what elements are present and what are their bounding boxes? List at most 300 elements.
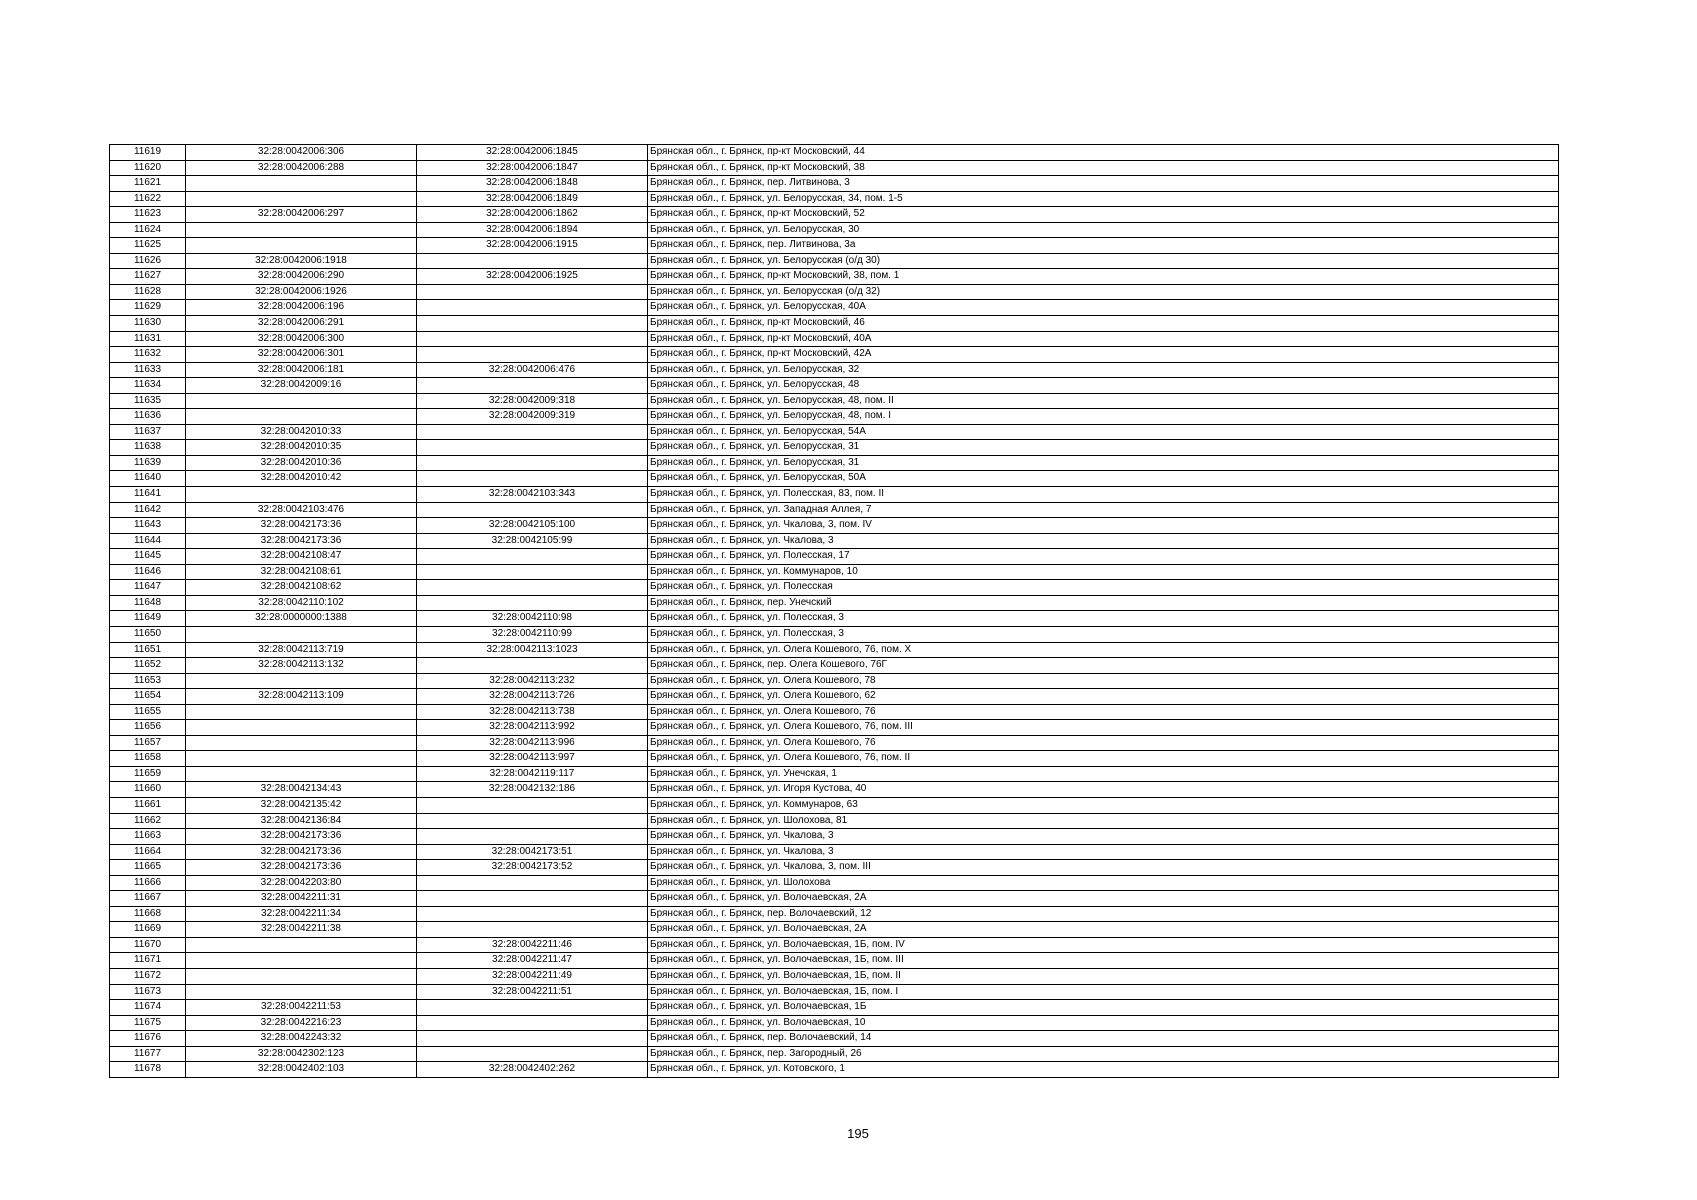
row-number-cell: 11648 [110,595,186,611]
cadastral-number-2-cell [417,1000,648,1016]
cadastral-number-2-cell [417,440,648,456]
table-row [110,362,1559,378]
cadastral-number-1-cell: 32:28:0042103:476 [186,502,417,518]
cadastral-number-2-cell: 32:28:0042110:98 [417,611,648,627]
table-row [110,440,1559,456]
row-number-cell: 11628 [110,284,186,300]
cadastral-number-1-cell: 32:28:0042006:288 [186,160,417,176]
cadastral-number-1-cell: 32:28:0042108:61 [186,564,417,580]
address-cell: Брянская обл., г. Брянск, ул. Западная Аллея, 7 [648,502,1559,518]
cadastral-number-1-cell [186,238,417,254]
cadastral-number-2-cell: 32:28:0042006:1915 [417,238,648,254]
table-row [110,891,1559,907]
address-cell: Брянская обл., г. Брянск, пр-кт Московский, 38, пом. 1 [648,269,1559,285]
row-number-cell: 11660 [110,782,186,798]
cadastral-number-2-cell: 32:28:0042211:46 [417,937,648,953]
registry-table [109,144,1559,1078]
cadastral-number-2-cell [417,1046,648,1062]
cadastral-number-1-cell: 32:28:0042006:306 [186,145,417,161]
table-row [110,673,1559,689]
table-row [110,424,1559,440]
table-row [110,595,1559,611]
table-row [110,487,1559,503]
cadastral-number-2-cell: 32:28:0042113:738 [417,704,648,720]
row-number-cell: 11670 [110,937,186,953]
table-row [110,689,1559,705]
cadastral-number-1-cell: 32:28:0042006:1926 [186,284,417,300]
cadastral-number-1-cell: 32:28:0042173:36 [186,860,417,876]
address-cell: Брянская обл., г. Брянск, ул. Полесская, 3 [648,626,1559,642]
address-cell: Брянская обл., г. Брянск, ул. Чкалова, 3 [648,533,1559,549]
address-cell: Брянская обл., г. Брянск, пр-кт Московский, 40А [648,331,1559,347]
cadastral-number-1-cell: 32:28:0042009:16 [186,378,417,394]
row-number-cell: 11666 [110,875,186,891]
cadastral-number-1-cell: 32:28:0042136:84 [186,813,417,829]
table-row [110,611,1559,627]
cadastral-number-2-cell: 32:28:0042132:186 [417,782,648,798]
address-cell: Брянская обл., г. Брянск, ул. Волочаевская, 2А [648,922,1559,938]
table-row [110,253,1559,269]
table-row [110,378,1559,394]
table-row [110,984,1559,1000]
cadastral-number-1-cell: 32:28:0042010:42 [186,471,417,487]
row-number-cell: 11656 [110,720,186,736]
cadastral-number-2-cell: 32:28:0042113:997 [417,751,648,767]
cadastral-number-1-cell: 32:28:0042006:290 [186,269,417,285]
table-row [110,518,1559,534]
address-cell: Брянская обл., г. Брянск, ул. Волочаевская, 2А [648,891,1559,907]
address-cell: Брянская обл., г. Брянск, ул. Белорусская (о/д 32) [648,284,1559,300]
row-number-cell: 11631 [110,331,186,347]
cadastral-number-2-cell: 32:28:0042173:51 [417,844,648,860]
cadastral-number-2-cell [417,284,648,300]
address-cell: Брянская обл., г. Брянск, ул. Шолохова, 81 [648,813,1559,829]
cadastral-number-2-cell: 32:28:0042110:99 [417,626,648,642]
cadastral-number-2-cell [417,829,648,845]
row-number-cell: 11649 [110,611,186,627]
cadastral-number-2-cell: 32:28:0042006:1894 [417,222,648,238]
table-row [110,766,1559,782]
address-cell: Брянская обл., г. Брянск, пер. Литвинова, 3 [648,176,1559,192]
table-row [110,1046,1559,1062]
cadastral-number-2-cell [417,595,648,611]
row-number-cell: 11678 [110,1062,186,1078]
cadastral-number-2-cell: 32:28:0042113:232 [417,673,648,689]
address-cell: Брянская обл., г. Брянск, ул. Чкалова, 3, пом. IV [648,518,1559,534]
address-cell: Брянская обл., г. Брянск, ул. Олега Кошевого, 62 [648,689,1559,705]
table-row [110,393,1559,409]
row-number-cell: 11661 [110,797,186,813]
row-number-cell: 11673 [110,984,186,1000]
page-number: 195 [847,1126,869,1141]
table-row [110,300,1559,316]
cadastral-number-2-cell [417,658,648,674]
address-cell: Брянская обл., г. Брянск, ул. Белорусская, 32 [648,362,1559,378]
address-cell: Брянская обл., г. Брянск, ул. Полесская, 83, пом. II [648,487,1559,503]
row-number-cell: 11653 [110,673,186,689]
address-cell: Брянская обл., г. Брянск, ул. Белорусская, 30 [648,222,1559,238]
row-number-cell: 11645 [110,549,186,565]
table-row [110,409,1559,425]
cadastral-number-1-cell: 32:28:0042173:36 [186,829,417,845]
address-cell: Брянская обл., г. Брянск, ул. Полесская, 17 [648,549,1559,565]
cadastral-number-1-cell: 32:28:0042010:35 [186,440,417,456]
table-row [110,331,1559,347]
cadastral-number-1-cell [186,487,417,503]
row-number-cell: 11674 [110,1000,186,1016]
address-cell: Брянская обл., г. Брянск, пер. Загородный, 26 [648,1046,1559,1062]
address-cell: Брянская обл., г. Брянск, ул. Олега Кошевого, 78 [648,673,1559,689]
cadastral-number-2-cell [417,253,648,269]
cadastral-number-2-cell: 32:28:0042006:1849 [417,191,648,207]
row-number-cell: 11668 [110,906,186,922]
cadastral-number-1-cell: 32:28:0042211:34 [186,906,417,922]
row-number-cell: 11671 [110,953,186,969]
cadastral-number-1-cell [186,984,417,1000]
row-number-cell: 11669 [110,922,186,938]
cadastral-number-2-cell: 32:28:0042105:99 [417,533,648,549]
address-cell: Брянская обл., г. Брянск, ул. Олега Кошевого, 76, пом. III [648,720,1559,736]
table-row [110,145,1559,161]
row-number-cell: 11665 [110,860,186,876]
address-cell: Брянская обл., г. Брянск, ул. Коммунаров, 63 [648,797,1559,813]
cadastral-number-1-cell: 32:28:0042173:36 [186,533,417,549]
cadastral-number-1-cell: 32:28:0042211:38 [186,922,417,938]
cadastral-number-2-cell: 32:28:0042006:1845 [417,145,648,161]
address-cell: Брянская обл., г. Брянск, ул. Белорусская, 40А [648,300,1559,316]
address-cell: Брянская обл., г. Брянск, ул. Белорусская, 48, пом. I [648,409,1559,425]
cadastral-number-1-cell: 32:28:0042113:109 [186,689,417,705]
cadastral-number-2-cell [417,331,648,347]
address-cell: Брянская обл., г. Брянск, ул. Коммунаров, 10 [648,564,1559,580]
cadastral-number-1-cell: 32:28:0042216:23 [186,1015,417,1031]
address-cell: Брянская обл., г. Брянск, ул. Волочаевская, 1Б [648,1000,1559,1016]
address-cell: Брянская обл., г. Брянск, пр-кт Московский, 44 [648,145,1559,161]
row-number-cell: 11650 [110,626,186,642]
cadastral-number-2-cell [417,316,648,332]
cadastral-number-1-cell: 32:28:0042006:1918 [186,253,417,269]
table-row [110,222,1559,238]
cadastral-number-1-cell [186,626,417,642]
cadastral-number-2-cell [417,378,648,394]
cadastral-number-2-cell [417,347,648,363]
cadastral-number-1-cell: 32:28:0042006:300 [186,331,417,347]
cadastral-number-1-cell: 32:28:0042010:36 [186,455,417,471]
table-row [110,829,1559,845]
table-row [110,580,1559,596]
table-row [110,906,1559,922]
address-cell: Брянская обл., г. Брянск, пр-кт Московский, 38 [648,160,1559,176]
row-number-cell: 11639 [110,455,186,471]
cadastral-number-1-cell [186,720,417,736]
cadastral-number-1-cell [186,968,417,984]
table-row [110,207,1559,223]
address-cell: Брянская обл., г. Брянск, ул. Олега Кошевого, 76, пом. II [648,751,1559,767]
table-row [110,176,1559,192]
cadastral-number-2-cell [417,1015,648,1031]
cadastral-number-2-cell: 32:28:0042119:117 [417,766,648,782]
table-row [110,922,1559,938]
address-cell: Брянская обл., г. Брянск, ул. Белорусская, 50А [648,471,1559,487]
cadastral-number-1-cell: 32:28:0042006:301 [186,347,417,363]
row-number-cell: 11655 [110,704,186,720]
table-row [110,347,1559,363]
address-cell: Брянская обл., г. Брянск, ул. Чкалова, 3, пом. III [648,860,1559,876]
row-number-cell: 11636 [110,409,186,425]
cadastral-number-1-cell: 32:28:0042211:53 [186,1000,417,1016]
row-number-cell: 11657 [110,735,186,751]
row-number-cell: 11637 [110,424,186,440]
table-row [110,284,1559,300]
cadastral-number-1-cell: 32:28:0042302:123 [186,1046,417,1062]
address-cell: Брянская обл., г. Брянск, ул. Белорусская, 31 [648,455,1559,471]
cadastral-number-2-cell: 32:28:0042006:1862 [417,207,648,223]
address-cell: Брянская обл., г. Брянск, ул. Котовского, 1 [648,1062,1559,1078]
cadastral-number-2-cell [417,455,648,471]
cadastral-number-1-cell: 32:28:0042110:102 [186,595,417,611]
row-number-cell: 11659 [110,766,186,782]
cadastral-number-1-cell: 32:28:0042402:103 [186,1062,417,1078]
cadastral-number-2-cell [417,922,648,938]
address-cell: Брянская обл., г. Брянск, пр-кт Московский, 52 [648,207,1559,223]
row-number-cell: 11651 [110,642,186,658]
table-row [110,549,1559,565]
cadastral-number-1-cell [186,191,417,207]
cadastral-number-2-cell: 32:28:0042211:49 [417,968,648,984]
cadastral-number-2-cell [417,580,648,596]
address-cell: Брянская обл., г. Брянск, ул. Волочаевская, 10 [648,1015,1559,1031]
cadastral-number-2-cell: 32:28:0042006:1848 [417,176,648,192]
table-row [110,813,1559,829]
table-row [110,735,1559,751]
row-number-cell: 11640 [110,471,186,487]
registry-body [110,145,1559,1078]
cadastral-number-1-cell: 32:28:0042203:80 [186,875,417,891]
cadastral-number-2-cell: 32:28:0042009:319 [417,409,648,425]
cadastral-number-1-cell [186,735,417,751]
table-row [110,751,1559,767]
table-row [110,937,1559,953]
row-number-cell: 11625 [110,238,186,254]
address-cell: Брянская обл., г. Брянск, пер. Унечский [648,595,1559,611]
row-number-cell: 11634 [110,378,186,394]
table-row [110,1015,1559,1031]
row-number-cell: 11642 [110,502,186,518]
cadastral-number-2-cell [417,875,648,891]
cadastral-number-1-cell: 32:28:0042006:297 [186,207,417,223]
row-number-cell: 11626 [110,253,186,269]
cadastral-number-1-cell: 32:28:0042211:31 [186,891,417,907]
cadastral-number-1-cell: 32:28:0042134:43 [186,782,417,798]
cadastral-number-1-cell [186,409,417,425]
row-number-cell: 11620 [110,160,186,176]
cadastral-number-1-cell [186,393,417,409]
row-number-cell: 11623 [110,207,186,223]
row-number-cell: 11644 [110,533,186,549]
address-cell: Брянская обл., г. Брянск, ул. Шолохова [648,875,1559,891]
table-row [110,316,1559,332]
address-cell: Брянская обл., г. Брянск, ул. Волочаевская, 1Б, пом. I [648,984,1559,1000]
address-cell: Брянская обл., г. Брянск, пер. Литвинова, 3а [648,238,1559,254]
row-number-cell: 11627 [110,269,186,285]
table-row [110,968,1559,984]
cadastral-number-1-cell: 32:28:0042173:36 [186,844,417,860]
cadastral-number-2-cell: 32:28:0042006:476 [417,362,648,378]
row-number-cell: 11664 [110,844,186,860]
cadastral-number-1-cell [186,704,417,720]
cadastral-number-1-cell: 32:28:0042173:36 [186,518,417,534]
cadastral-number-1-cell: 32:28:0042006:196 [186,300,417,316]
address-cell: Брянская обл., г. Брянск, ул. Белорусская, 31 [648,440,1559,456]
row-number-cell: 11654 [110,689,186,705]
cadastral-number-2-cell: 32:28:0042402:262 [417,1062,648,1078]
cadastral-number-2-cell: 32:28:0042113:1023 [417,642,648,658]
address-cell: Брянская обл., г. Брянск, пер. Волочаевский, 14 [648,1031,1559,1047]
cadastral-number-1-cell: 32:28:0042113:719 [186,642,417,658]
row-number-cell: 11676 [110,1031,186,1047]
cadastral-number-2-cell [417,813,648,829]
address-cell: Брянская обл., г. Брянск, ул. Белорусская, 48, пом. II [648,393,1559,409]
address-cell: Брянская обл., г. Брянск, пер. Волочаевский, 12 [648,906,1559,922]
cadastral-number-1-cell [186,176,417,192]
table-row [110,626,1559,642]
cadastral-number-1-cell: 32:28:0000000:1388 [186,611,417,627]
table-row [110,564,1559,580]
address-cell: Брянская обл., г. Брянск, ул. Полесская [648,580,1559,596]
row-number-cell: 11632 [110,347,186,363]
cadastral-number-2-cell: 32:28:0042211:47 [417,953,648,969]
cadastral-number-1-cell: 32:28:0042010:33 [186,424,417,440]
address-cell: Брянская обл., г. Брянск, ул. Чкалова, 3 [648,844,1559,860]
table-row [110,797,1559,813]
cadastral-number-2-cell: 32:28:0042113:726 [417,689,648,705]
cadastral-number-2-cell [417,300,648,316]
cadastral-number-1-cell: 32:28:0042135:42 [186,797,417,813]
row-number-cell: 11638 [110,440,186,456]
table-row [110,502,1559,518]
cadastral-number-2-cell: 32:28:0042006:1925 [417,269,648,285]
table-row [110,658,1559,674]
address-cell: Брянская обл., г. Брянск, ул. Белорусская, 54А [648,424,1559,440]
address-cell: Брянская обл., г. Брянск, пр-кт Московский, 42А [648,347,1559,363]
cadastral-number-1-cell [186,937,417,953]
table-row [110,1031,1559,1047]
cadastral-number-2-cell [417,471,648,487]
address-cell: Брянская обл., г. Брянск, ул. Белорусская, 34, пом. 1-5 [648,191,1559,207]
cadastral-number-2-cell [417,906,648,922]
address-cell: Брянская обл., г. Брянск, ул. Волочаевская, 1Б, пом. IV [648,937,1559,953]
row-number-cell: 11646 [110,564,186,580]
table-row [110,160,1559,176]
row-number-cell: 11672 [110,968,186,984]
row-number-cell: 11635 [110,393,186,409]
cadastral-number-2-cell [417,502,648,518]
row-number-cell: 11630 [110,316,186,332]
row-number-cell: 11621 [110,176,186,192]
table-row [110,782,1559,798]
cadastral-number-2-cell [417,1031,648,1047]
address-cell: Брянская обл., г. Брянск, ул. Олега Кошевого, 76, пом. X [648,642,1559,658]
table-row [110,269,1559,285]
address-cell: Брянская обл., г. Брянск, ул. Чкалова, 3 [648,829,1559,845]
cadastral-number-2-cell [417,564,648,580]
table-row [110,1062,1559,1078]
cadastral-number-2-cell: 32:28:0042103:343 [417,487,648,503]
cadastral-number-1-cell: 32:28:0042006:181 [186,362,417,378]
cadastral-number-2-cell: 32:28:0042105:100 [417,518,648,534]
cadastral-number-2-cell: 32:28:0042113:992 [417,720,648,736]
cadastral-number-1-cell: 32:28:0042113:132 [186,658,417,674]
cadastral-number-2-cell [417,424,648,440]
address-cell: Брянская обл., г. Брянск, ул. Белорусская, 48 [648,378,1559,394]
cadastral-number-1-cell: 32:28:0042108:47 [186,549,417,565]
cadastral-number-1-cell [186,222,417,238]
row-number-cell: 11677 [110,1046,186,1062]
cadastral-number-2-cell: 32:28:0042211:51 [417,984,648,1000]
cadastral-number-1-cell [186,953,417,969]
row-number-cell: 11663 [110,829,186,845]
table-row [110,875,1559,891]
table-row [110,720,1559,736]
address-cell: Брянская обл., г. Брянск, ул. Олега Кошевого, 76 [648,735,1559,751]
address-cell: Брянская обл., г. Брянск, ул. Игоря Кустова, 40 [648,782,1559,798]
row-number-cell: 11667 [110,891,186,907]
row-number-cell: 11633 [110,362,186,378]
cadastral-number-1-cell [186,766,417,782]
table-row [110,844,1559,860]
table-row [110,471,1559,487]
row-number-cell: 11643 [110,518,186,534]
cadastral-number-1-cell: 32:28:0042006:291 [186,316,417,332]
address-cell: Брянская обл., г. Брянск, ул. Унечская, 1 [648,766,1559,782]
cadastral-number-2-cell: 32:28:0042009:318 [417,393,648,409]
row-number-cell: 11622 [110,191,186,207]
row-number-cell: 11662 [110,813,186,829]
address-cell: Брянская обл., г. Брянск, пр-кт Московский, 46 [648,316,1559,332]
cadastral-number-1-cell [186,673,417,689]
row-number-cell: 11624 [110,222,186,238]
cadastral-number-1-cell: 32:28:0042108:62 [186,580,417,596]
table-row [110,533,1559,549]
row-number-cell: 11641 [110,487,186,503]
table-row [110,704,1559,720]
address-cell: Брянская обл., г. Брянск, пер. Олега Кошевого, 76Г [648,658,1559,674]
cadastral-number-2-cell: 32:28:0042113:996 [417,735,648,751]
cadastral-number-1-cell: 32:28:0042243:32 [186,1031,417,1047]
address-cell: Брянская обл., г. Брянск, ул. Белорусская (о/д 30) [648,253,1559,269]
address-cell: Брянская обл., г. Брянск, ул. Полесская, 3 [648,611,1559,627]
cadastral-number-2-cell: 32:28:0042173:52 [417,860,648,876]
row-number-cell: 11652 [110,658,186,674]
cadastral-number-2-cell [417,891,648,907]
address-cell: Брянская обл., г. Брянск, ул. Волочаевская, 1Б, пом. III [648,953,1559,969]
row-number-cell: 11658 [110,751,186,767]
row-number-cell: 11675 [110,1015,186,1031]
row-number-cell: 11619 [110,145,186,161]
cadastral-number-2-cell [417,549,648,565]
address-cell: Брянская обл., г. Брянск, ул. Волочаевская, 1Б, пом. II [648,968,1559,984]
table-row [110,860,1559,876]
cadastral-number-2-cell: 32:28:0042006:1847 [417,160,648,176]
table-row [110,191,1559,207]
row-number-cell: 11629 [110,300,186,316]
table-row [110,642,1559,658]
table-row [110,953,1559,969]
address-cell: Брянская обл., г. Брянск, ул. Олега Кошевого, 76 [648,704,1559,720]
table-row [110,455,1559,471]
table-row [110,238,1559,254]
cadastral-number-1-cell [186,751,417,767]
